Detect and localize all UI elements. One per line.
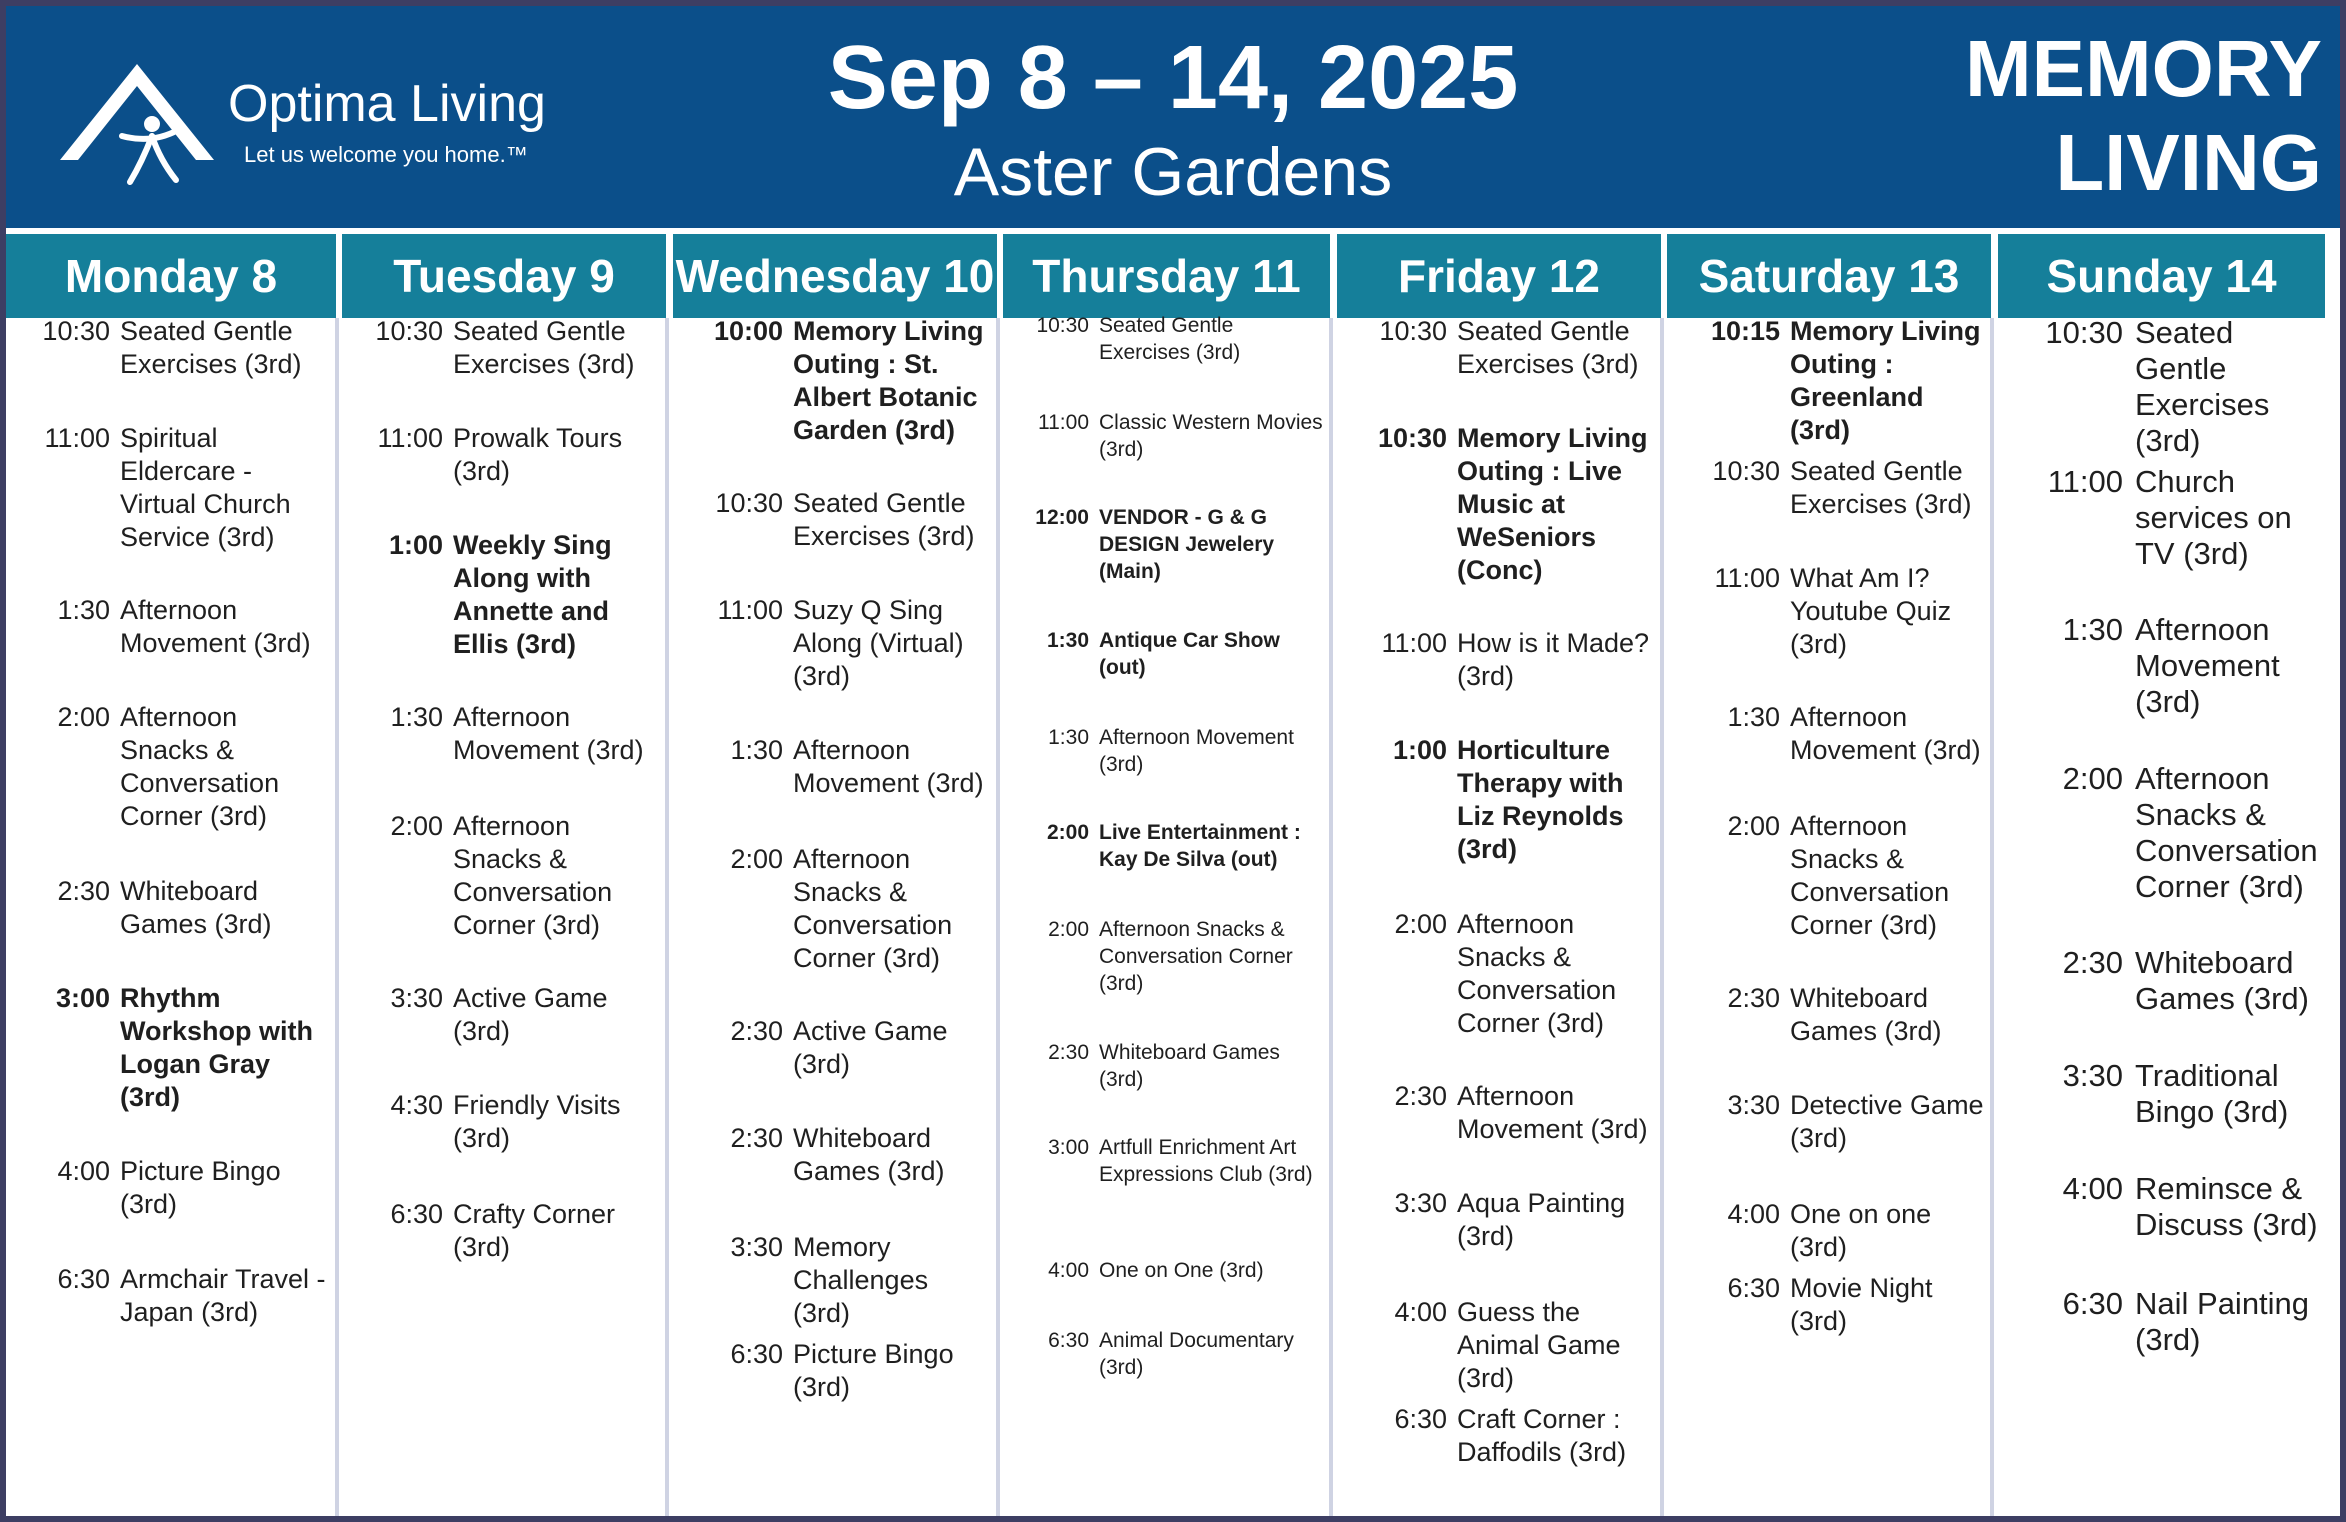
day-header-4: Friday 12 bbox=[1337, 234, 1661, 318]
event-title: Reminsce & Discuss (3rd) bbox=[2135, 1171, 2318, 1242]
event-item bbox=[694, 1338, 990, 1404]
day-column-3 bbox=[1000, 314, 1333, 1516]
event-item bbox=[24, 422, 329, 554]
event-time: 1:30 bbox=[390, 702, 443, 732]
event-title: Seated Gentle Exercises (3rd) bbox=[120, 316, 302, 379]
event-time: 2:00 bbox=[2062, 761, 2123, 796]
event-title: Horticulture Therapy with Liz Reynolds (3rd) bbox=[1457, 735, 1624, 864]
event-title: Afternoon Snacks & Conversation Corner (3rd) bbox=[2135, 761, 2318, 904]
event-item bbox=[2025, 464, 2318, 572]
event-title: Weekly Sing Along with Annette and Ellis (3rd) bbox=[453, 530, 612, 659]
event-title: Artfull Enrichment Art Expressions Club (3rd) bbox=[1099, 1136, 1313, 1186]
day-header-1: Tuesday 9 bbox=[342, 234, 666, 318]
event-time: 11:00 bbox=[1381, 628, 1447, 658]
program-name bbox=[1902, 22, 2322, 210]
event-title: Whiteboard Games (3rd) bbox=[1790, 983, 1942, 1046]
event-title: Seated Gentle Exercises (3rd) bbox=[1790, 456, 1972, 519]
event-item bbox=[357, 810, 659, 942]
event-item bbox=[1355, 627, 1654, 693]
event-item bbox=[24, 1155, 329, 1221]
event-time: 1:30 bbox=[730, 735, 783, 765]
day-column-5 bbox=[1664, 318, 1994, 1516]
event-item bbox=[694, 315, 990, 447]
event-time: 2:00 bbox=[1727, 811, 1780, 841]
event-time: 2:00 bbox=[390, 811, 443, 841]
event-time: 6:30 bbox=[1394, 1404, 1447, 1434]
event-item bbox=[357, 701, 659, 767]
event-time: 2:00 bbox=[57, 702, 110, 732]
event-item bbox=[694, 487, 990, 553]
event-time: 3:00 bbox=[1048, 1136, 1089, 1159]
event-time: 2:30 bbox=[1394, 1081, 1447, 1111]
event-item bbox=[694, 594, 990, 693]
event-item bbox=[1021, 1257, 1323, 1284]
event-title: Crafty Corner (3rd) bbox=[453, 1199, 616, 1262]
event-item bbox=[1691, 562, 1984, 661]
event-title: Whiteboard Games (3rd) bbox=[793, 1123, 945, 1186]
event-item bbox=[24, 701, 329, 833]
event-title: Whiteboard Games (3rd) bbox=[1099, 1041, 1280, 1091]
event-item bbox=[1021, 1327, 1323, 1381]
event-title: Afternoon Snacks & Conversation Corner (3rd) bbox=[120, 702, 280, 831]
event-item bbox=[694, 1231, 990, 1330]
event-time: 6:30 bbox=[57, 1264, 110, 1294]
event-time: 11:00 bbox=[717, 595, 783, 625]
event-time: 2:00 bbox=[730, 844, 783, 874]
event-title: VENDOR - G & G DESIGN Jewelery (Main) bbox=[1099, 506, 1275, 583]
event-item bbox=[1021, 409, 1323, 463]
event-title: How is it Made? (3rd) bbox=[1457, 628, 1650, 691]
event-time: 3:00 bbox=[55, 983, 110, 1013]
event-item bbox=[1021, 916, 1323, 997]
event-title: Seated Gentle Exercises (3rd) bbox=[1099, 314, 1241, 364]
event-title: Picture Bingo (3rd) bbox=[793, 1339, 954, 1402]
event-item bbox=[1691, 982, 1984, 1048]
event-item bbox=[24, 982, 329, 1114]
event-title: Aqua Painting (3rd) bbox=[1457, 1188, 1626, 1251]
event-item bbox=[1355, 315, 1654, 381]
event-time: 4:00 bbox=[1727, 1199, 1780, 1229]
community-name: Aster Gardens bbox=[953, 134, 1393, 210]
event-title: Afternoon Movement (3rd) bbox=[453, 702, 644, 765]
event-title: Seated Gentle Exercises (3rd) bbox=[453, 316, 635, 379]
event-title: Craft Corner : Daffodils (3rd) bbox=[1457, 1404, 1627, 1467]
event-time: 10:00 bbox=[713, 316, 783, 346]
event-item bbox=[694, 843, 990, 975]
event-title: Afternoon Movement (3rd) bbox=[2135, 612, 2280, 719]
event-time: 4:00 bbox=[57, 1156, 110, 1186]
event-item bbox=[1691, 1198, 1984, 1264]
event-item bbox=[1021, 312, 1323, 366]
event-item bbox=[694, 734, 990, 800]
event-item bbox=[24, 1263, 329, 1329]
event-item bbox=[24, 315, 329, 381]
event-time: 11:00 bbox=[1038, 411, 1089, 434]
event-time: 1:30 bbox=[1046, 629, 1089, 652]
event-title: Movie Night (3rd) bbox=[1790, 1273, 1933, 1336]
event-title: Memory Living Outing : Greenland (3rd) bbox=[1790, 316, 1981, 445]
event-item bbox=[2025, 315, 2318, 459]
event-time: 10:30 bbox=[1377, 423, 1447, 453]
event-time: 3:30 bbox=[390, 983, 443, 1013]
event-item bbox=[1691, 701, 1984, 767]
event-title: Afternoon Snacks & Conversation Corner (3rd) bbox=[453, 811, 613, 940]
event-title: Prowalk Tours (3rd) bbox=[453, 423, 623, 486]
event-item bbox=[1355, 1080, 1654, 1146]
event-item bbox=[1691, 315, 1984, 447]
event-item bbox=[1691, 455, 1984, 521]
event-title: Afternoon Movement (3rd) bbox=[793, 735, 984, 798]
event-time: 4:30 bbox=[390, 1090, 443, 1120]
event-item bbox=[1355, 422, 1654, 587]
event-time: 11:00 bbox=[377, 423, 443, 453]
event-item bbox=[2025, 1171, 2318, 1243]
event-item bbox=[2025, 945, 2318, 1017]
event-title: Whiteboard Games (3rd) bbox=[120, 876, 272, 939]
event-title: Afternoon Snacks & Conversation Corner (3rd) bbox=[793, 844, 953, 973]
event-title: Memory Challenges (3rd) bbox=[793, 1232, 929, 1328]
event-title: Afternoon Snacks & Conversation Corner (3rd) bbox=[1099, 918, 1293, 995]
event-title: Picture Bingo (3rd) bbox=[120, 1156, 281, 1219]
day-headers-row bbox=[6, 234, 2340, 318]
event-item bbox=[1021, 724, 1323, 778]
day-column-1 bbox=[339, 318, 669, 1516]
event-time: 10:30 bbox=[42, 316, 110, 346]
event-title: Live Entertainment : Kay De Silva (out) bbox=[1099, 821, 1301, 871]
event-title: Active Game (3rd) bbox=[453, 983, 608, 1046]
event-item bbox=[1021, 627, 1323, 681]
event-time: 2:30 bbox=[1048, 1041, 1089, 1064]
event-title: Traditional Bingo (3rd) bbox=[2135, 1058, 2289, 1129]
event-time: 3:30 bbox=[1394, 1188, 1447, 1218]
event-time: 6:30 bbox=[730, 1339, 783, 1369]
event-time: 6:30 bbox=[2062, 1286, 2123, 1321]
event-item bbox=[1355, 1187, 1654, 1253]
date-range-title: Sep 8 – 14, 2025 bbox=[827, 28, 1519, 128]
event-item bbox=[2025, 612, 2318, 720]
event-title: Whiteboard Games (3rd) bbox=[2135, 945, 2309, 1016]
event-title: Afternoon Movement (3rd) bbox=[1099, 726, 1294, 776]
event-title: Seated Gentle Exercises (3rd) bbox=[1457, 316, 1639, 379]
day-header-6: Sunday 14 bbox=[1998, 234, 2325, 318]
event-time: 10:30 bbox=[1379, 316, 1447, 346]
event-time: 2:00 bbox=[1394, 909, 1447, 939]
event-time: 2:30 bbox=[730, 1016, 783, 1046]
brand-tagline: Let us welcome you home.™ bbox=[244, 142, 528, 167]
event-item bbox=[1691, 1272, 1984, 1338]
event-title: Afternoon Movement (3rd) bbox=[120, 595, 311, 658]
event-title: Suzy Q Sing Along (Virtual) (3rd) bbox=[793, 595, 964, 691]
day-column-0 bbox=[6, 318, 339, 1516]
event-item bbox=[1355, 1403, 1654, 1469]
day-column-6 bbox=[1995, 315, 2328, 1516]
event-time: 2:30 bbox=[1727, 983, 1780, 1013]
program-line-2: LIVING bbox=[2055, 118, 2322, 207]
event-time: 4:00 bbox=[1048, 1259, 1089, 1282]
day-header-5: Saturday 13 bbox=[1667, 234, 1991, 318]
event-title: One on one (3rd) bbox=[1790, 1199, 1932, 1262]
event-item bbox=[694, 1122, 990, 1188]
event-item bbox=[357, 315, 659, 381]
event-time: 6:30 bbox=[390, 1199, 443, 1229]
event-time: 10:30 bbox=[2045, 315, 2123, 350]
event-title: Rhythm Workshop with Logan Gray (3rd) bbox=[120, 983, 313, 1112]
event-time: 2:30 bbox=[57, 876, 110, 906]
event-item bbox=[2025, 1058, 2318, 1130]
event-time: 3:30 bbox=[1727, 1090, 1780, 1120]
event-time: 10:15 bbox=[1710, 316, 1780, 346]
event-title: Memory Living Outing : Live Music at WeSeniors (Conc) bbox=[1457, 423, 1648, 585]
event-item bbox=[1355, 1296, 1654, 1395]
event-item bbox=[24, 594, 329, 660]
event-title: Nail Painting (3rd) bbox=[2135, 1286, 2310, 1357]
event-time: 10:30 bbox=[375, 316, 443, 346]
event-time: 2:30 bbox=[730, 1123, 783, 1153]
event-item bbox=[1355, 734, 1654, 866]
day-header-2: Wednesday 10 bbox=[673, 234, 997, 318]
event-time: 10:30 bbox=[715, 488, 783, 518]
event-title: Armchair Travel - Japan (3rd) bbox=[120, 1264, 326, 1327]
event-title: Guess the Animal Game (3rd) bbox=[1457, 1297, 1621, 1393]
event-time: 1:30 bbox=[2062, 612, 2123, 647]
event-title: Church services on TV (3rd) bbox=[2135, 464, 2292, 571]
event-title: Animal Documentary (3rd) bbox=[1099, 1329, 1294, 1379]
event-item bbox=[357, 982, 659, 1048]
event-title: Seated Gentle Exercises (3rd) bbox=[2135, 315, 2270, 458]
event-time: 2:30 bbox=[2062, 945, 2123, 980]
event-time: 4:00 bbox=[2062, 1171, 2123, 1206]
event-time: 1:00 bbox=[388, 530, 443, 560]
event-title: Active Game (3rd) bbox=[793, 1016, 948, 1079]
event-time: 2:00 bbox=[1048, 918, 1089, 941]
brand-name: Optima Living bbox=[228, 75, 546, 133]
event-title: Afternoon Snacks & Conversation Corner (3rd) bbox=[1457, 909, 1617, 1038]
calendar-sheet bbox=[6, 6, 2340, 1516]
event-time: 1:30 bbox=[1727, 702, 1780, 732]
event-item bbox=[2025, 1286, 2318, 1358]
event-time: 3:30 bbox=[2062, 1058, 2123, 1093]
event-title: Classic Western Movies (3rd) bbox=[1099, 411, 1323, 461]
event-item bbox=[357, 1198, 659, 1264]
event-title: Antique Car Show (out) bbox=[1099, 629, 1280, 679]
event-item bbox=[1021, 819, 1323, 873]
event-time: 11:00 bbox=[1714, 563, 1780, 593]
event-time: 11:00 bbox=[44, 423, 110, 453]
event-title: Seated Gentle Exercises (3rd) bbox=[793, 488, 975, 551]
event-item bbox=[357, 1089, 659, 1155]
event-title: Afternoon Snacks & Conversation Corner (3rd) bbox=[1790, 811, 1950, 940]
event-title: Afternoon Movement (3rd) bbox=[1457, 1081, 1648, 1144]
event-item bbox=[1021, 504, 1323, 585]
event-item bbox=[694, 1015, 990, 1081]
event-time: 4:00 bbox=[1394, 1297, 1447, 1327]
event-item bbox=[1691, 1089, 1984, 1155]
event-title: Afternoon Movement (3rd) bbox=[1790, 702, 1981, 765]
event-item bbox=[1691, 810, 1984, 942]
event-item bbox=[24, 875, 329, 941]
event-item bbox=[2025, 761, 2318, 905]
event-time: 11:00 bbox=[2047, 464, 2123, 499]
event-time: 12:00 bbox=[1035, 506, 1089, 529]
event-title: One on One (3rd) bbox=[1099, 1259, 1264, 1282]
event-item bbox=[1021, 1134, 1323, 1188]
event-time: 2:00 bbox=[1046, 821, 1089, 844]
event-time: 6:30 bbox=[1727, 1273, 1780, 1303]
event-title: Memory Living Outing : St. Albert Botanic Garden (3rd) bbox=[793, 316, 984, 445]
calendar-header bbox=[6, 6, 2340, 228]
event-title: Friendly Visits (3rd) bbox=[453, 1090, 621, 1153]
event-title: Spiritual Eldercare - Virtual Church Service (3rd) bbox=[120, 423, 291, 552]
event-item bbox=[357, 422, 659, 488]
event-item bbox=[1021, 1039, 1323, 1093]
event-item bbox=[1355, 908, 1654, 1040]
event-time: 1:30 bbox=[57, 595, 110, 625]
event-title: Detective Game (3rd) bbox=[1790, 1090, 1984, 1153]
event-time: 1:30 bbox=[1048, 726, 1089, 749]
day-header-0: Monday 8 bbox=[6, 234, 336, 318]
day-header-3: Thursday 11 bbox=[1003, 234, 1330, 318]
event-time: 6:30 bbox=[1048, 1329, 1089, 1352]
event-title: What Am I? Youtube Quiz (3rd) bbox=[1790, 563, 1952, 659]
event-time: 10:30 bbox=[1036, 314, 1089, 337]
event-time: 10:30 bbox=[1712, 456, 1780, 486]
event-item bbox=[357, 529, 659, 661]
program-line-1: MEMORY bbox=[1964, 24, 2322, 113]
day-column-2 bbox=[670, 318, 1000, 1516]
day-column-4 bbox=[1334, 318, 1664, 1516]
event-time: 3:30 bbox=[730, 1232, 783, 1262]
event-time: 1:00 bbox=[1392, 735, 1447, 765]
